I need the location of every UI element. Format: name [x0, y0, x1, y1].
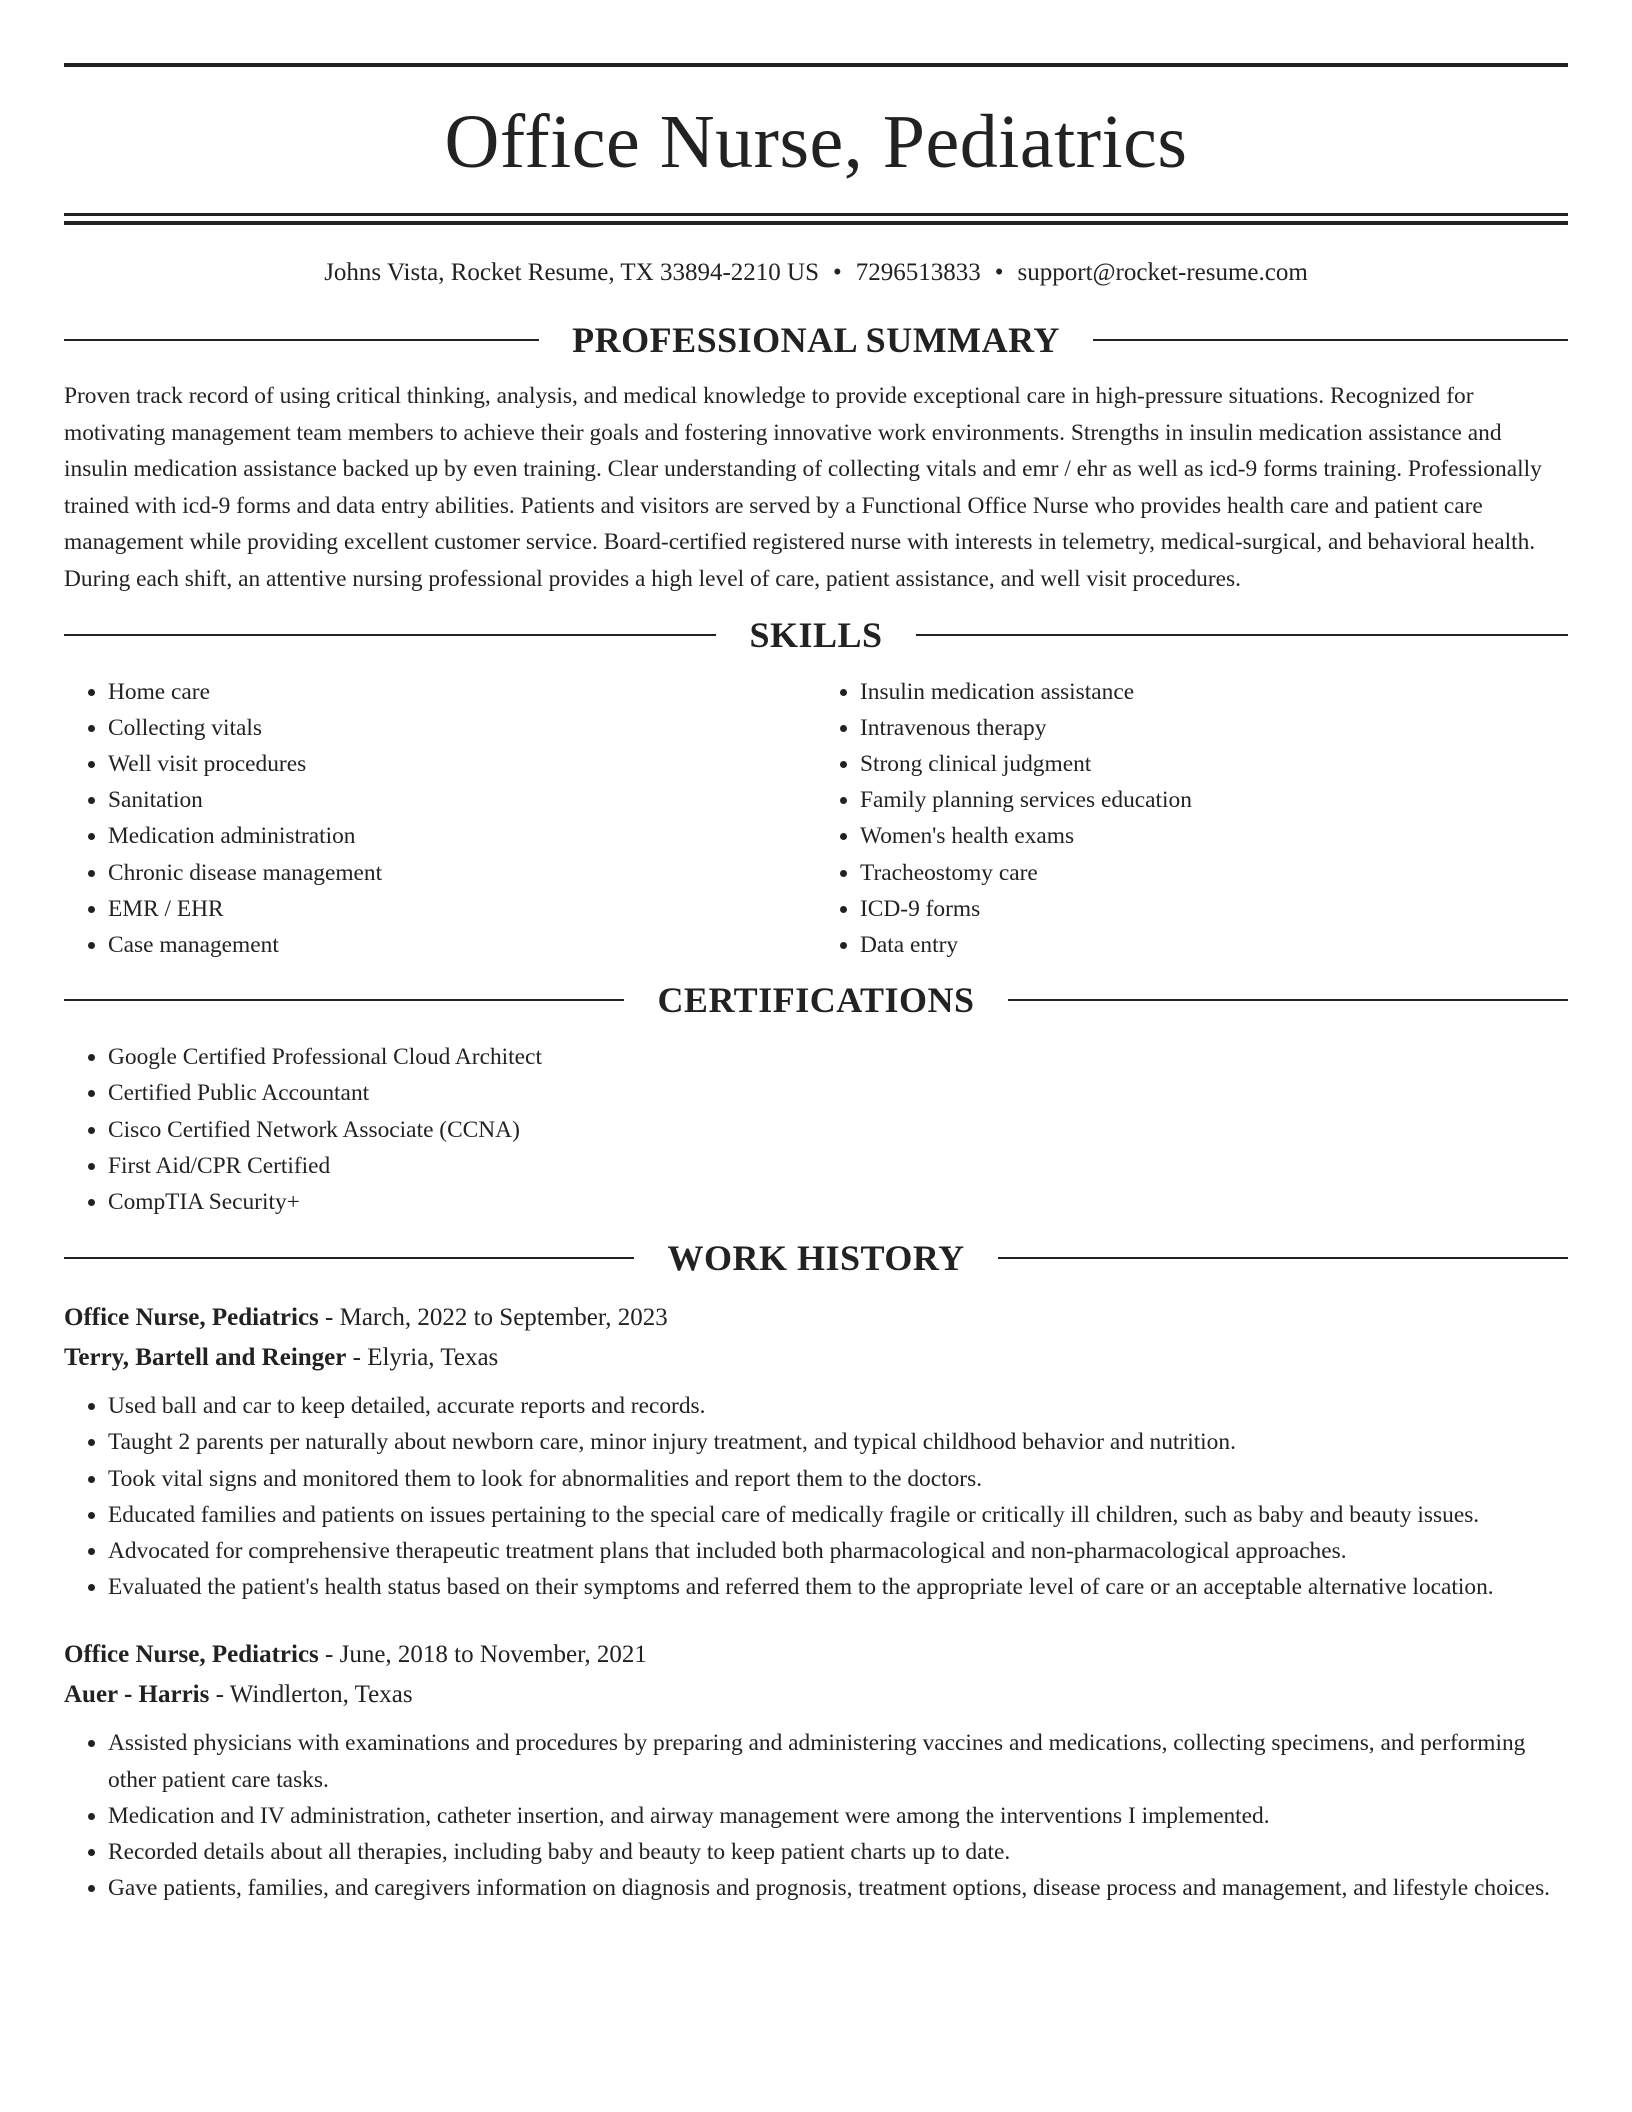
job-bullet: • Gave patients, families, and caregivers information on diagnosis and prognosis, treatment options, disease process and management, and lifestyle choices. — [108, 1870, 1568, 1906]
skill-item: • Chronic disease management — [108, 855, 816, 891]
job-company-line: Terry, Bartell and Reinger - Elyria, Texas — [64, 1344, 499, 1372]
job-bullet: • Used ball and car to keep detailed, accurate reports and records. — [108, 1388, 1568, 1424]
candidate-name: Office Nurse, Pediatrics — [444, 100, 1188, 184]
job-bullet: • Educated families and patients on issues pertaining to the special care of medically fragile or critically ill children, such as baby and beauty issues. — [108, 1497, 1568, 1533]
summary-heading — [64, 322, 1568, 358]
skills-columns — [64, 674, 1568, 964]
certification-item: • CompTIA Security+ — [108, 1184, 1568, 1220]
header-double-rule — [64, 213, 1568, 225]
skills-list-left — [64, 674, 816, 964]
skill-item: • Intravenous therapy — [860, 710, 1568, 746]
contact-separator: • — [994, 259, 1004, 286]
certification-item: • First Aid/CPR Certified — [108, 1148, 1568, 1184]
job-company: Terry, Bartell and Reinger — [64, 1344, 347, 1372]
skill-item: • Tracheostomy care — [860, 855, 1568, 891]
job-bullet: • Recorded details about all therapies, including baby and beauty to keep patient charts up to date. — [108, 1834, 1568, 1870]
job-bullet: • Advocated for comprehensive therapeutic treatment plans that included both pharmacological and non-pharmacological approaches. — [108, 1533, 1568, 1569]
certifications-heading — [64, 980, 1568, 1021]
contact-email: support@rocket-resume.com — [1017, 259, 1308, 286]
skill-item: • Case management — [108, 927, 816, 963]
skills-list-right — [816, 674, 1568, 964]
summary-heading-text: PROFESSIONAL SUMMARY — [572, 320, 1060, 360]
skill-item: • Women's health exams — [860, 818, 1568, 854]
contact-address: Johns Vista, Rocket Resume, TX 33894-2210 US — [324, 259, 819, 286]
skill-item: • Data entry — [860, 927, 1568, 963]
job-entry — [64, 1298, 1568, 1605]
certifications-heading-text: CERTIFICATIONS — [657, 980, 975, 1021]
work-history-heading-text: WORK HISTORY — [667, 1238, 965, 1279]
skill-item: • Insulin medication assistance — [860, 674, 1568, 710]
job-title-line: Office Nurse, Pediatrics - June, 2018 to November, 2021 — [64, 1641, 647, 1669]
skill-item: • Sanitation — [108, 782, 816, 818]
contact-phone: 7296513833 — [855, 259, 981, 286]
job-location: Windlerton, Texas — [229, 1681, 413, 1709]
job-title-line: Office Nurse, Pediatrics - March, 2022 to September, 2023 — [64, 1304, 668, 1332]
job-dates: June, 2018 to November, 2021 — [339, 1641, 647, 1669]
certification-item: • Certified Public Accountant — [108, 1075, 1568, 1111]
skills-heading — [64, 614, 1568, 655]
job-company: Auer - Harris — [64, 1681, 210, 1709]
certification-item: • Cisco Certified Network Associate (CCNA) — [108, 1112, 1568, 1148]
skill-item: • Medication administration — [108, 818, 816, 854]
skill-item: • Strong clinical judgment — [860, 746, 1568, 782]
job-location: Elyria, Texas — [367, 1344, 499, 1372]
skill-item: • Family planning services education — [860, 782, 1568, 818]
job-bullet: • Took vital signs and monitored them to look for abnormalities and report them to the doctors. — [108, 1461, 1568, 1497]
job-entry — [64, 1635, 1568, 1906]
certifications-list — [64, 1039, 1568, 1220]
job-bullets — [64, 1388, 1568, 1605]
job-title: Office Nurse, Pediatrics — [64, 1641, 319, 1669]
skill-item: • EMR / EHR — [108, 891, 816, 927]
skill-item: • Well visit procedures — [108, 746, 816, 782]
job-bullet: • Assisted physicians with examinations and procedures by preparing and administering vaccines and medications, collecting specimens, and performing other patient care tasks. — [108, 1725, 1568, 1797]
resume-header — [64, 0, 1568, 285]
job-title: Office Nurse, Pediatrics — [64, 1304, 319, 1332]
contact-line — [64, 260, 1568, 285]
job-bullet: • Medication and IV administration, catheter insertion, and airway management were among the interventions I implemented. — [108, 1798, 1568, 1834]
job-company-line: Auer - Harris - Windlerton, Texas — [64, 1681, 413, 1709]
skill-item: • Collecting vitals — [108, 710, 816, 746]
skills-heading-text: SKILLS — [749, 614, 883, 655]
skill-item: • ICD-9 forms — [860, 891, 1568, 927]
work-history-heading — [64, 1238, 1568, 1279]
job-bullet: • Evaluated the patient's health status based on their symptoms and referred them to the appropriate level of care or an acceptable alternative location. — [108, 1569, 1568, 1605]
certification-item: • Google Certified Professional Cloud Architect — [108, 1039, 1568, 1075]
job-bullets — [64, 1725, 1568, 1906]
contact-separator: • — [832, 259, 842, 286]
job-bullet: • Taught 2 parents per naturally about newborn care, minor injury treatment, and typical childhood behavior and nutrition. — [108, 1424, 1568, 1460]
skill-item: • Home care — [108, 674, 816, 710]
job-dates: March, 2022 to September, 2023 — [339, 1304, 668, 1332]
summary-text: Proven track record of using critical thinking, analysis, and medical knowledge to provide exceptional care in high-pressure situations. Recognized for motivating management team members to achieve their goals and fostering innovative work environments. Strengths in insulin medication assistance and insulin medication assistance backed up by even training. Clear understanding of collecting vitals and emr / ehr as well as icd-9 forms training. Professionally trained with icd-9 forms and data entry abilities. Patients and visitors are served by a Functional Office Nurse who provides health care and patient care management while providing excellent customer service. Board-certified registered nurse with interests in telemetry, medical-surgical, and behavioral health. During each shift, an attentive nursing professional provides a high level of care, patient assistance, and well visit procedures. — [64, 383, 1542, 592]
